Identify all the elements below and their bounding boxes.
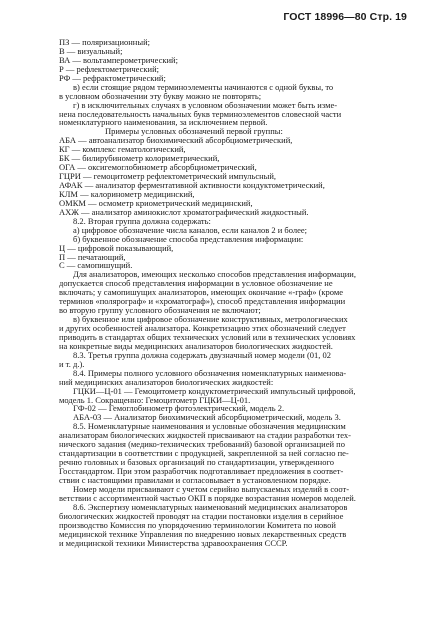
- page-header: ГОСТ 18996—80 Стр. 19: [283, 11, 407, 23]
- text-line: во вторую группу условного обозначения не включают;: [59, 305, 261, 316]
- text-line: ний медицинских анализаторов биологических жидкостей:: [59, 376, 274, 387]
- text-line: Ц — цифровой показывающий,: [59, 242, 174, 253]
- text-line: нена последовательность начальных букв терминоэлементов словесной части: [59, 108, 342, 119]
- text-line: ветствии с ассортиментной частью ОКП в порядке возрастания номеров моделей.: [59, 492, 356, 503]
- text-line: в) буквенное или цифровое обозначение конструктивных, метрологических: [73, 314, 348, 325]
- text-line: биологических жидкостей проводят на стадии постановки изделия в серийное: [59, 510, 344, 521]
- text-line: 8.6. Экспертизу номенклатурных наименований медицинских анализаторов: [73, 501, 348, 512]
- text-line: ПЗ — поляризационный;: [59, 37, 150, 47]
- text-line: ГФ-02 — Гемоглобинометр фотоэлектрический, модель 2.: [73, 403, 285, 414]
- text-line: Номер модели присваивают с учетом серийно выпускаемых изделий в соот-: [73, 483, 350, 494]
- text-line: производство Комиссия по упорядочению терминологии Комитета по новой: [59, 519, 336, 530]
- text-line: Для анализаторов, имеющих несколько способов представления информации,: [73, 269, 356, 280]
- text-line: ВА — вольтамперометрический;: [59, 54, 178, 65]
- text-line: б) буквенное обозначение способа представления информации:: [73, 233, 304, 244]
- text-line: 8.5. Номенклатурные наименования и условные обозначения медицинским: [73, 421, 346, 432]
- text-line: анализаторам биологических жидкостей присваивают на стадии разработки тех-: [59, 430, 352, 441]
- text-line: в) если стоящие рядом терминоэлементы начинаются с одной буквы, то: [73, 81, 334, 92]
- text-line: и т. д.).: [59, 358, 85, 369]
- text-line: включать; у самопишущих анализаторов, имеющих окончание «-граф» (кроме: [59, 287, 344, 298]
- text-line: ствии с настоящими правилами и согласовывает в установленном порядке.: [59, 474, 331, 485]
- text-line: Р — рефлектометрический;: [59, 63, 160, 74]
- text-line: на конкретные виды медицинских анализаторов биологических жидкостей.: [59, 340, 333, 351]
- text-line: АФАК — анализатор ферментативной активности кондуктометрический,: [59, 180, 325, 190]
- text-line: В — визуальный;: [59, 45, 123, 56]
- text-line: АБА — автоанализатор биохимический абсорбциометрический,: [59, 135, 293, 146]
- text-line: нического задания (медико-технических требований) базовой организацией по: [59, 439, 345, 450]
- text-line: и других особенностей анализатора. Конкретизацию этих обозначений следует: [59, 323, 346, 333]
- text-line: номенклатурного наименования, за исключением первой.: [59, 117, 268, 128]
- text-line: КГ — комплекс гематологический,: [59, 144, 186, 155]
- text-line: г) в исключительных случаях в условном обозначении может быть изме-: [73, 99, 338, 110]
- text-line: 8.4. Примеры полного условного обозначения номенклатурных наименова-: [73, 367, 347, 378]
- text-line: стандартизации в соответствии с продукцией, закрепленной за ней согласно пе-: [59, 448, 349, 459]
- text-line: а) цифровое обозначение числа каналов, если каналов 2 и более;: [73, 224, 308, 235]
- text-line: ГЦРИ — гемоцитометр рефлектометрический импульсный,: [59, 171, 277, 182]
- text-line: АХЖ — анализатор аминокислот хроматографический жидкостный.: [59, 206, 309, 217]
- text-line: и медицинской техники Министерства здравоохранения СССР.: [59, 537, 288, 548]
- text-line: П — печатающий,: [59, 251, 126, 262]
- text-line: приводить в стандартах общих технических условий или в технических условиях: [59, 331, 356, 342]
- document-body: [59, 38, 411, 547]
- text-line: допускается способ представления информации в условное обозначение не: [59, 278, 333, 289]
- text-line: ОМКМ — осмометр криометрический медицинский,: [59, 197, 253, 208]
- text-line: терминов «полярограф» и «хроматограф»), способ представления информации: [59, 296, 346, 307]
- text-line: медицинской технике Управления по внедрению новых лекарственных средств: [59, 528, 347, 539]
- text-line: ГЦКИ—Ц-01 — Гемоцитометр кондуктометрический импульсный цифровой,: [73, 385, 356, 396]
- text-line: АБА-03 — Анализатор биохимический абсорбциометрический, модель 3.: [73, 412, 341, 423]
- text-line: РФ — рефрактометрический;: [59, 72, 166, 83]
- text-line: 8.3. Третья группа должна содержать двузначный номер модели (01, 02: [73, 349, 332, 360]
- text-line: Госстандартом. При этом разработчик подготавливает предложения в соответ-: [59, 466, 344, 476]
- text-line: 8.2. Вторая группа должна содержать:: [73, 215, 211, 226]
- text-line: модель 1. Сокращенно: Гемоцитометр ГЦКИ—Ц-01.: [59, 394, 251, 405]
- text-line: С — самопишущий.: [59, 260, 133, 271]
- text-line: в условном обозначении эту букву можно не повторять;: [59, 90, 262, 101]
- text-line: БК — билирубинометр колориметрический,: [59, 153, 220, 164]
- text-line: Примеры условных обозначений первой группы:: [105, 126, 283, 137]
- text-line: КЛМ — калоринометр медицинский,: [59, 188, 195, 199]
- text-line: ОГА — оксигемоглобинометр абсорбциометрический,: [59, 162, 257, 173]
- text-line: речню головных и базовых организаций по стандартизации, утвержденного: [59, 457, 335, 468]
